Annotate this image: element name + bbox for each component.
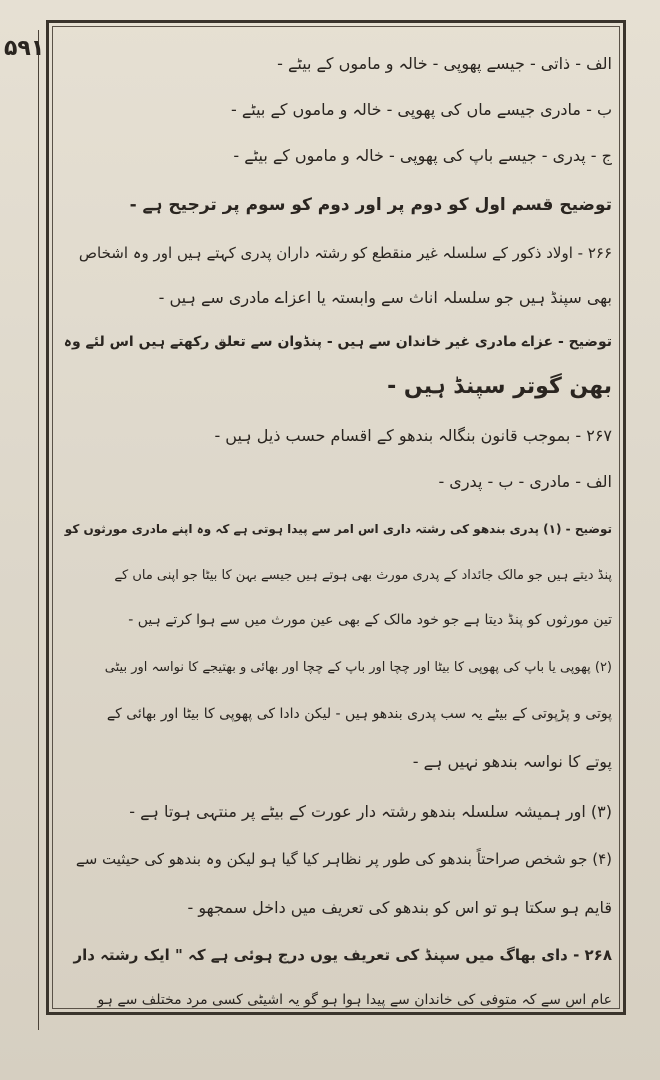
margin-rule [38,30,39,1030]
text-line: (۴) جو شخص صراحتاً بندھو کی طور پر نظاہر کیا گیا ہو لیکن وہ بندھو کی حیثیت سے [75,850,612,868]
text-line: الف - مادری - ب - پدری - [438,472,612,491]
text-line: ۲۶۸ - دای بھاگ میں سپنڈ کی تعریف یوں درج ہوئی ہے کہ " ایک رشتہ دار [73,946,612,964]
page-number: ۵۹۱ [4,36,45,61]
text-line: توضیح قسم اول کو دوم پر اور دوم کو سوم پر ترجیح ہے - [129,195,612,215]
text-line: ج - پدری - جیسے باپ کی پھوپی - خالہ و ماموں کے بیٹے - [233,146,612,165]
text-line: توضیح - (۱) پدری بندھو کی رشتہ داری اس امر سے پیدا ہوتی ہے کہ وہ اپنے مادری مورثوں کو [64,522,612,536]
text-line: ۲۶۶ - اولاد ذکور کے سلسلہ غیر منقطع کو رشتہ داران پدری کہتے ہیں اور وہ اشخاص [78,244,612,262]
text-line: عام اس سے کہ متوفی کی خاندان سے پیدا ہوا ہو گو یہ اشیٹی کسی مرد مختلف سے ہو [97,992,612,1008]
text-line: پوتے کا نواسہ بندھو نہیں ہے - [412,752,612,771]
text-line: بھی سپنڈ ہیں جو سلسلہ اناث سے وابستہ یا اعزاے مادری سے ہیں - [158,288,612,307]
text-line: توضیح - عزاے مادری غیر خاندان سے ہیں - پنڈوان سے تعلق رکھتے ہیں اس لئے وہ [63,334,612,350]
text-line: قایم ہو سکتا ہو تو اس کو بندھو کی تعریف میں داخل سمجھو - [187,898,612,917]
text-line: (۲) پھوپی یا باپ کی پھوپی کا بیٹا اور چچا اور باپ کے چچا اور بھائی و بھتیجے کا نواسہ اور بیٹی [104,660,612,675]
text-line: پوتی و پڑپوتی کے بیٹے یہ سب پدری بندھو ہیں - لیکن دادا کی پھوپی کا بیٹا اور بھائی کے [106,706,612,722]
text-line: ۲۶۷ - بموجب قانون بنگالہ بندھو کے اقسام حسب ذیل ہیں - [214,426,612,445]
text-line: (۳) اور ہمیشہ سلسلہ بندھو رشتہ دار عورت کے بیٹے پر منتہی ہوتا ہے - [129,802,612,821]
text-line: ب - مادری جیسے ماں کی پھوپی - خالہ و ماموں کے بیٹے - [231,100,612,119]
text-line: بھن گوتر سپنڈ ہیں - [387,374,612,399]
text-line: تین مورثوں کو پنڈ دیتا ہے جو خود مالک کے بھی عین مورث میں سے ہوا کرتے ہیں - [128,612,612,628]
text-line: الف - ذاتی - جیسے پھوپی - خالہ و ماموں کے بیٹے - [277,54,612,73]
text-line: پنڈ دیتے ہیں جو مالک جائداد کے پدری مورث بھی ہوتے ہیں جیسے بہن کا بیٹا جو اپنی ماں کے [114,568,612,583]
